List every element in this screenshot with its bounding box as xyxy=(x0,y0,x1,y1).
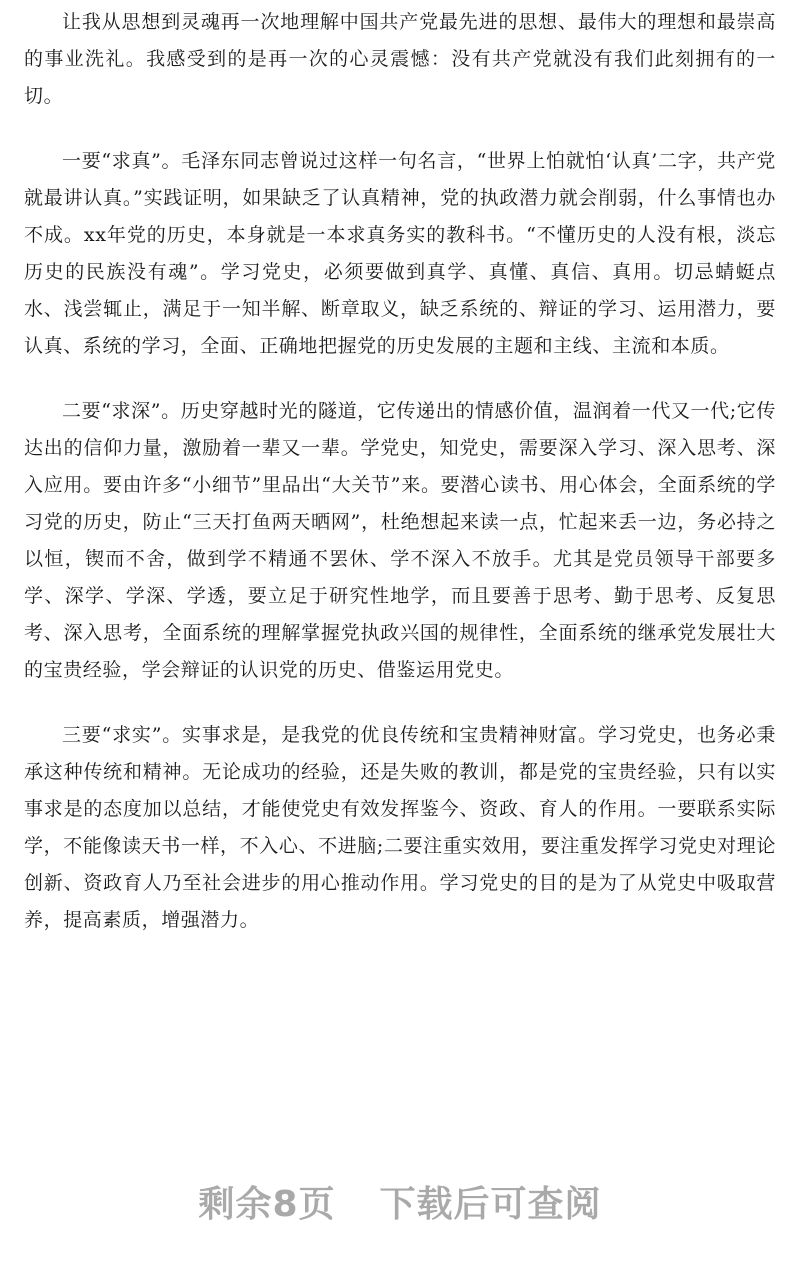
remaining-pages-label: 剩余8页 xyxy=(198,1184,336,1225)
document-body xyxy=(24,4,776,939)
paragraph-seek-reality: 三要“求实”。实事求是，是我党的优良传统和宝贵精神财富。学习党史，也务必秉承这种传统和精神。无论成功的经验，还是失败的教训，都是党的宝贵经验，只有以实事求是的态度加以总结，才能使党史有效发挥鉴今、资政、育人的作用。一要联系实际学，不能像读天书一样，不入心、不进脑;二要注重实效用，要注重发挥学习党史对理论创新、资政育人乃至社会进步的用心推动作用。学习党史的目的是为了从党史中吸取营养，提高素质，增强潜力。 xyxy=(24,724,776,931)
download-hint-label: 下载后可查阅 xyxy=(379,1184,602,1225)
preview-limit-notice xyxy=(0,1176,800,1227)
paragraph-seek-depth: 二要“求深”。历史穿越时光的隧道，它传递出的情感价值，温润着一代又一代;它传达出的信仰力量，激励着一辈又一辈。学党史，知党史，需要深入学习、深入思考、深入应用。要由许多“小细节”里品出“大关节”来。要潜心读书、用心体会，全面系统的学习党的历史，防止“三天打鱼两天晒网”，杜绝想起来读一点，忙起来丢一边，务必持之以恒，锲而不舍，做到学不精通不罢休、学不深入不放手。尤其是党员领导干部要多学、深学、学深、学透，要立足于研究性地学，而且要善于思考、勤于思考、反复思考、深入思考，全面系统的理解掌握党执政兴国的规律性，全面系统的继承党发展壮大的宝贵经验，学会辩证的认识党的历史、借鉴运用党史。 xyxy=(24,400,776,681)
paragraph-seek-truth: 一要“求真”。毛泽东同志曾说过这样一句名言，“世界上怕就怕‘认真’二字，共产党就最讲认真。”实践证明，如果缺乏了认真精神，党的执政潜力就会削弱，什么事情也办不成。xx年党的历史，本身就是一本求真务实的教科书。“不懂历史的人没有根，淡忘历史的民族没有魂”。学习党史，必须要做到真学、真懂、真信、真用。切忌蜻蜓点水、浅尝辄止，满足于一知半解、断章取义，缺乏系统的、辩证的学习、运用潜力，要认真、系统的学习，全面、正确地把握党的历史发展的主题和主线、主流和本质。 xyxy=(24,150,776,357)
paragraph-intro: 让我从思想到灵魂再一次地理解中国共产党最先进的思想、最伟大的理想和最崇高的事业洗礼。我感受到的是再一次的心灵震憾：没有共产党就没有我们此刻拥有的一切。 xyxy=(24,11,776,107)
